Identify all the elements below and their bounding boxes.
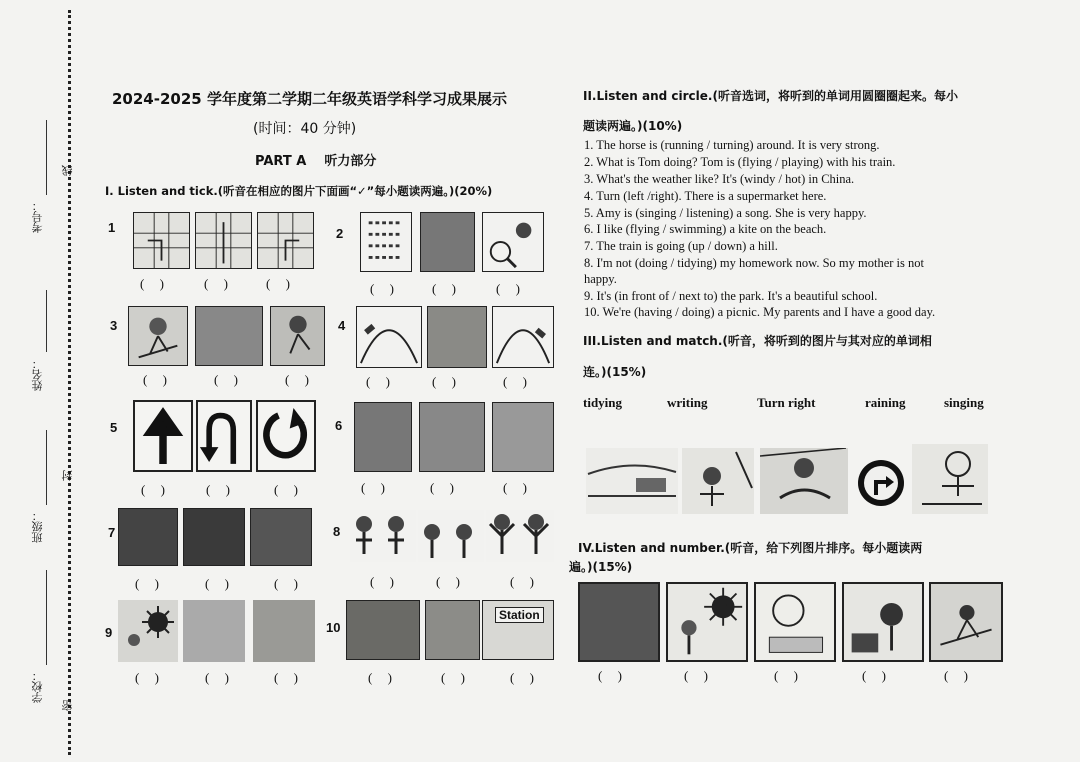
q-number: 7 (108, 525, 116, 540)
answer-paren[interactable]: ( ) (436, 574, 466, 589)
picture-girl-umbrella (253, 600, 315, 662)
answer-paren[interactable]: ( ) (141, 482, 171, 497)
picture-box-with-ball-on (354, 402, 412, 472)
answer-paren[interactable]: ( ) (503, 480, 533, 495)
mark-xian: 线 (61, 165, 74, 176)
answer-paren[interactable]: ( ) (368, 670, 398, 685)
picture-kids-group-a (350, 510, 416, 562)
answer-paren[interactable]: ( ) (285, 372, 315, 387)
picture-match-child-singing[interactable] (912, 444, 988, 514)
mark-feng: 封 (61, 470, 74, 481)
answer-paren[interactable]: ( ) (206, 482, 236, 497)
answer-paren[interactable]: ( ) (430, 480, 460, 495)
picture-match-child-writing[interactable] (760, 448, 848, 514)
part-a-title: PART A 听力部分 (255, 154, 377, 169)
answer-paren[interactable]: ( ) (205, 576, 235, 591)
picture-box-closed (419, 402, 485, 472)
answer-paren[interactable]: ( ) (944, 668, 974, 683)
picture-rainy-child (183, 600, 245, 662)
answer-paren[interactable]: ( ) (366, 374, 396, 389)
q-number: 10 (326, 620, 341, 635)
answer-paren[interactable]: ( ) (432, 374, 462, 389)
circle-item[interactable]: 4. Turn (left /right). There is a supermarket here. (584, 189, 827, 203)
answer-paren[interactable]: ( ) (361, 480, 391, 495)
picture-crossroad-c (257, 212, 314, 269)
q-number: 5 (110, 420, 118, 435)
match-word-tidying[interactable]: tidying (583, 395, 623, 410)
answer-paren[interactable]: ( ) (503, 374, 533, 389)
section4-heading: IV.Listen and number.(听音，给下列图片排序。每小题读两 (578, 541, 923, 555)
banji-field[interactable] (46, 430, 47, 505)
answer-paren[interactable]: ( ) (370, 281, 400, 296)
answer-paren[interactable]: ( ) (205, 670, 235, 685)
label-banji: 班级： (31, 510, 44, 543)
picture-skiing-child (128, 306, 188, 366)
label-xingming: 姓名： (31, 358, 44, 391)
section1-heading: I. Listen and tick.(听音在相应的图片下面画“✓”每小题读两遍。)(20%) (105, 184, 493, 198)
picture-dark-scene-a (118, 508, 178, 566)
xingming-field[interactable] (46, 290, 47, 352)
section2-heading: II.Listen and circle.(听音选词，将听到的单词用圆圈圈起来。每小 (583, 89, 958, 103)
label-kaohao: 考号： (31, 200, 44, 233)
picture-arrow-straight (133, 400, 193, 472)
section3-heading-cont: 连。)(15%) (583, 365, 647, 379)
picture-number-boy-homework (754, 582, 836, 662)
answer-paren[interactable]: ( ) (441, 670, 471, 685)
picture-books (420, 212, 475, 272)
station-sign: Station (495, 607, 544, 623)
picture-train-up-hill (356, 306, 422, 368)
exam-time: (时间：40 分钟) (253, 121, 357, 137)
answer-paren[interactable]: ( ) (774, 668, 804, 683)
answer-paren[interactable]: ( ) (510, 670, 540, 685)
answer-paren[interactable]: ( ) (135, 576, 165, 591)
circle-item[interactable]: 1. The horse is (running / turning) around. It is very strong. (584, 138, 880, 152)
section3-heading: III.Listen and match.(听音，将听到的图片与其对应的单词相 (583, 334, 932, 348)
picture-park (425, 600, 480, 660)
picture-number-girl-music (842, 582, 924, 662)
answer-paren[interactable]: ( ) (274, 576, 304, 591)
picture-number-skiing (929, 582, 1003, 662)
circle-item-cont: happy. (584, 272, 617, 286)
answer-paren[interactable]: ( ) (214, 372, 244, 387)
q-number: 8 (333, 524, 341, 539)
answer-paren[interactable]: ( ) (266, 276, 296, 291)
picture-number-sun-child (666, 582, 748, 662)
circle-item[interactable]: 10. We're (having / doing) a picnic. My parents and I have a good day. (584, 305, 936, 319)
binding-dotted-line (68, 10, 71, 755)
picture-match-turn-right-sign[interactable] (856, 458, 906, 508)
match-word-singing[interactable]: singing (944, 395, 984, 410)
answer-paren[interactable]: ( ) (862, 668, 892, 683)
picture-math-sheet (360, 212, 412, 272)
label-xuexiao: 学校： (31, 670, 44, 703)
picture-station (482, 600, 554, 660)
answer-paren[interactable]: ( ) (432, 281, 462, 296)
picture-windy-child (195, 306, 263, 366)
kaohao-field[interactable] (46, 120, 47, 195)
answer-paren[interactable]: ( ) (274, 482, 304, 497)
picture-box-open (492, 402, 554, 472)
picture-kids-group-b (418, 510, 484, 562)
answer-paren[interactable]: ( ) (598, 668, 628, 683)
picture-crossroad-a (133, 212, 190, 269)
picture-dark-scene-b (183, 508, 245, 566)
circle-item[interactable]: 7. The train is going (up / down) a hill. (584, 239, 778, 253)
picture-arrow-u-turn (196, 400, 252, 472)
q-number: 2 (336, 226, 344, 241)
picture-sun-child (118, 600, 178, 662)
answer-paren[interactable]: ( ) (204, 276, 234, 291)
circle-item[interactable]: 9. It's (in front of / next to) the park. It's a beautiful school. (584, 289, 878, 303)
picture-running-child (270, 306, 325, 366)
picture-train-down-hill (492, 306, 554, 368)
answer-paren[interactable]: ( ) (143, 372, 173, 387)
answer-paren[interactable]: ( ) (140, 276, 170, 291)
answer-paren[interactable]: ( ) (684, 668, 714, 683)
match-word-raining[interactable]: raining (865, 395, 906, 410)
section2-heading-cont: 题读两遍。)(10%) (583, 119, 683, 133)
match-word-turn-right[interactable]: Turn right (757, 395, 816, 410)
match-word-writing[interactable]: writing (667, 395, 708, 410)
q-number: 9 (105, 625, 113, 640)
picture-match-landscape[interactable] (586, 448, 678, 514)
circle-item[interactable]: 2. What is Tom doing? Tom is (flying / playing) with his train. (584, 155, 896, 169)
picture-city-building (427, 306, 487, 368)
circle-item[interactable]: 3. What's the weather like? It's (windy / hot) in China. (584, 172, 855, 186)
picture-number-crowd (578, 582, 660, 662)
circle-item[interactable]: 5. Amy is (singing / listening) a song. She is very happy. (584, 206, 867, 220)
answer-paren[interactable]: ( ) (496, 281, 526, 296)
picture-crossroad-b (195, 212, 252, 269)
q-number: 3 (110, 318, 118, 333)
mark-mi: 密 (61, 700, 74, 711)
picture-match-child-rain[interactable] (682, 448, 754, 514)
picture-science (482, 212, 544, 272)
answer-paren[interactable]: ( ) (370, 574, 400, 589)
picture-dark-scene-c (250, 508, 312, 566)
q-number: 6 (335, 418, 343, 433)
exam-title: 2024-2025 学年度第二学期二年级英语学科学习成果展示 (112, 90, 507, 108)
picture-school-building (346, 600, 420, 660)
answer-paren[interactable]: ( ) (135, 670, 165, 685)
circle-item[interactable]: 8. I'm not (doing / tidying) my homework now. So my mother is not (584, 256, 924, 270)
circle-item[interactable]: 6. I like (flying / swimming) a kite on the beach. (584, 222, 827, 236)
answer-paren[interactable]: ( ) (274, 670, 304, 685)
section4-heading-cont: 遍。)(15%) (569, 560, 633, 574)
xuexiao-field[interactable] (46, 570, 47, 665)
q-number: 1 (108, 220, 116, 235)
picture-arrow-turn-around (256, 400, 316, 472)
picture-kids-group-c (486, 510, 554, 562)
q-number: 4 (338, 318, 346, 333)
answer-paren[interactable]: ( ) (510, 574, 540, 589)
